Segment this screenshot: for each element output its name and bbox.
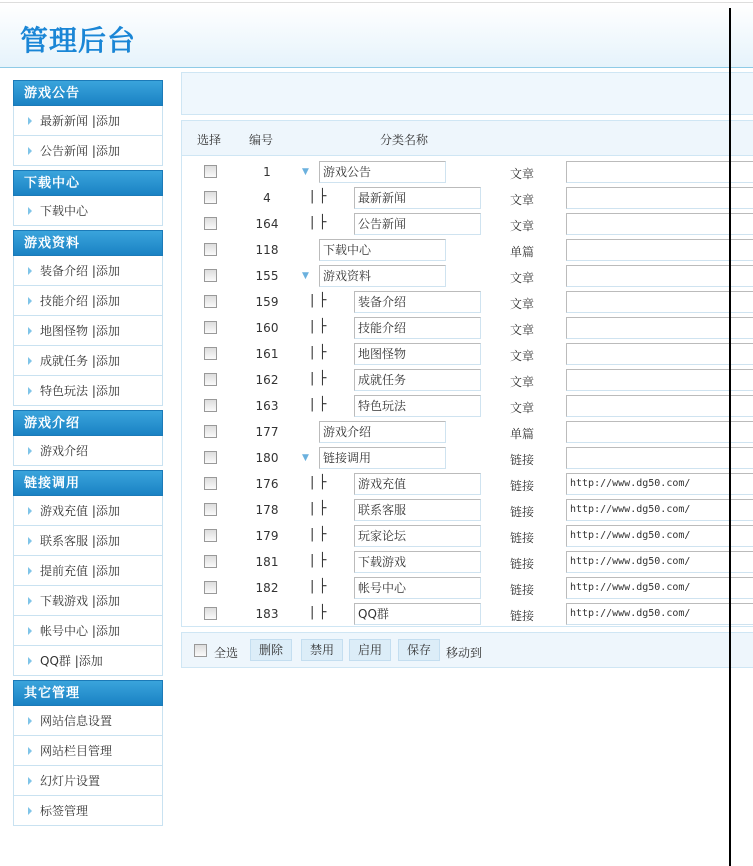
sidebar-item[interactable]: [13, 346, 163, 376]
sidebar-item[interactable]: [13, 646, 163, 676]
url-input[interactable]: http://www.dg50.com/: [566, 577, 753, 599]
row-id: 176: [255, 477, 279, 491]
tree-branch: | ├: [310, 189, 327, 204]
url-input[interactable]: [566, 239, 753, 261]
row-id: 178: [255, 503, 279, 517]
row-checkbox[interactable]: [204, 243, 217, 256]
name-input[interactable]: 游戏资料: [319, 265, 446, 287]
url-input[interactable]: http://www.dg50.com/: [566, 525, 753, 547]
header-name: 分类名称: [380, 133, 429, 147]
chevron-down-icon[interactable]: ▼: [302, 167, 309, 177]
row-type: 文章: [510, 193, 535, 207]
url-input[interactable]: [566, 265, 753, 287]
url-input[interactable]: [566, 213, 753, 235]
row-id: 162: [255, 373, 279, 387]
row-type: 文章: [510, 271, 535, 285]
sidebar-item[interactable]: [13, 286, 163, 316]
row-type: 链接: [510, 583, 535, 597]
url-input[interactable]: [566, 369, 753, 391]
sidebar-item[interactable]: [13, 766, 163, 796]
row-type: 链接: [510, 531, 535, 545]
url-input[interactable]: http://www.dg50.com/: [566, 551, 753, 573]
row-type: 文章: [510, 375, 535, 389]
sidebar-item-label: 装备介绍 |添加: [40, 264, 120, 278]
sidebar-item[interactable]: [13, 316, 163, 346]
row-type: 链接: [510, 609, 535, 623]
sidebar-item-label: 游戏介绍: [40, 444, 89, 458]
sidebar-item-label: 标签管理: [40, 804, 89, 818]
arrow-right-icon: [28, 567, 32, 575]
sidebar-item[interactable]: [13, 706, 163, 736]
sidebar-item-label: 技能介绍 |添加: [40, 294, 120, 308]
table-row: [182, 419, 753, 445]
sidebar-section: [13, 680, 163, 826]
row-checkbox[interactable]: [204, 399, 217, 412]
sidebar-item-label: 下载中心: [40, 204, 89, 218]
name-input[interactable]: 特色玩法: [354, 395, 481, 417]
sidebar-item[interactable]: [13, 196, 163, 226]
sidebar-item-label: 特色玩法 |添加: [40, 384, 120, 398]
header-select: 选择: [197, 133, 222, 147]
sidebar-item-label: 成就任务 |添加: [40, 354, 120, 368]
row-id: 155: [255, 269, 279, 283]
table-row: [182, 367, 753, 393]
name-input[interactable]: 下载中心: [319, 239, 446, 261]
sidebar-item[interactable]: [13, 616, 163, 646]
move-to-label[interactable]: 移动到: [446, 646, 483, 660]
name-input[interactable]: 地图怪物: [354, 343, 481, 365]
sidebar-item[interactable]: [13, 436, 163, 466]
arrow-right-icon: [28, 627, 32, 635]
sidebar-item-label: 最新新闻 |添加: [40, 114, 120, 128]
name-input[interactable]: QQ群: [354, 603, 481, 625]
arrow-right-icon: [28, 327, 32, 335]
sidebar-section-title[interactable]: 链接调用: [13, 470, 163, 496]
arrow-right-icon: [28, 777, 32, 785]
row-checkbox[interactable]: [204, 425, 217, 438]
arrow-right-icon: [28, 207, 32, 215]
row-checkbox[interactable]: [204, 217, 217, 230]
row-id: 4: [263, 191, 271, 205]
arrow-right-icon: [28, 147, 32, 155]
table-row: [182, 341, 753, 367]
sidebar-section: [13, 230, 163, 406]
tree-branch: | ├: [310, 397, 327, 412]
table-row: [182, 523, 753, 549]
sidebar: [13, 80, 163, 830]
sidebar-item[interactable]: [13, 256, 163, 286]
url-input[interactable]: [566, 317, 753, 339]
tree-branch: | ├: [310, 501, 327, 516]
table-row: [182, 159, 753, 185]
name-input[interactable]: 下载游戏: [354, 551, 481, 573]
arrow-right-icon: [28, 807, 32, 815]
sidebar-item-label: 帐号中心 |添加: [40, 624, 120, 638]
sidebar-item[interactable]: [13, 526, 163, 556]
name-input[interactable]: 游戏公告: [319, 161, 446, 183]
row-type: 文章: [510, 401, 535, 415]
arrow-right-icon: [28, 597, 32, 605]
select-all-checkbox[interactable]: [194, 644, 207, 657]
sidebar-item-label: 公告新闻 |添加: [40, 144, 120, 158]
row-checkbox[interactable]: [204, 607, 217, 620]
table-row: [182, 575, 753, 601]
table-row: [182, 185, 753, 211]
arrow-right-icon: [28, 537, 32, 545]
sidebar-item[interactable]: [13, 586, 163, 616]
table-header: [182, 121, 753, 156]
sidebar-item-label: 幻灯片设置: [40, 774, 101, 788]
row-checkbox[interactable]: [204, 477, 217, 490]
tree-branch: | ├: [310, 293, 327, 308]
table-row: [182, 263, 753, 289]
sidebar-item-label: 联系客服 |添加: [40, 534, 120, 548]
row-id: 183: [255, 607, 279, 621]
name-input[interactable]: 技能介绍: [354, 317, 481, 339]
name-input[interactable]: 帐号中心: [354, 577, 481, 599]
arrow-right-icon: [28, 357, 32, 365]
sidebar-item-label: 下载游戏 |添加: [40, 594, 120, 608]
arrow-right-icon: [28, 717, 32, 725]
row-id: 163: [255, 399, 279, 413]
url-input[interactable]: [566, 395, 753, 417]
enable-button[interactable]: 启用: [349, 639, 391, 661]
name-input[interactable]: 链接调用: [319, 447, 446, 469]
sidebar-section-title[interactable]: 下载中心: [13, 170, 163, 196]
row-checkbox[interactable]: [204, 373, 217, 386]
url-input[interactable]: [566, 291, 753, 313]
table-row: [182, 211, 753, 237]
arrow-right-icon: [28, 297, 32, 305]
name-input[interactable]: 装备介绍: [354, 291, 481, 313]
row-checkbox[interactable]: [204, 165, 217, 178]
toolbar-area: [181, 72, 753, 115]
row-type: 单篇: [510, 245, 535, 259]
tree-branch: | ├: [310, 345, 327, 360]
row-checkbox[interactable]: [204, 269, 217, 282]
sidebar-item-label: 地图怪物 |添加: [40, 324, 120, 338]
row-type: 文章: [510, 323, 535, 337]
row-id: 161: [255, 347, 279, 361]
row-id: 182: [255, 581, 279, 595]
row-type: 链接: [510, 479, 535, 493]
row-id: 179: [255, 529, 279, 543]
sidebar-section-title[interactable]: 游戏资料: [13, 230, 163, 256]
row-id: 1: [263, 165, 271, 179]
table-row: [182, 289, 753, 315]
name-input[interactable]: 成就任务: [354, 369, 481, 391]
row-id: 177: [255, 425, 279, 439]
sidebar-section-title[interactable]: 游戏介绍: [13, 410, 163, 436]
row-type: 链接: [510, 453, 535, 467]
save-button[interactable]: 保存: [398, 639, 440, 661]
sidebar-item-label: 游戏充值 |添加: [40, 504, 120, 518]
sidebar-section: [13, 470, 163, 676]
table-row: [182, 393, 753, 419]
sidebar-item[interactable]: [13, 376, 163, 406]
url-input[interactable]: http://www.dg50.com/: [566, 499, 753, 521]
row-id: 164: [255, 217, 279, 231]
tree-branch: | ├: [310, 319, 327, 334]
select-all-label: 全选: [214, 646, 239, 660]
table-row: [182, 445, 753, 471]
row-id: 159: [255, 295, 279, 309]
row-id: 181: [255, 555, 279, 569]
tree-branch: | ├: [310, 215, 327, 230]
chevron-down-icon[interactable]: ▼: [302, 453, 309, 463]
sidebar-item[interactable]: [13, 106, 163, 136]
row-checkbox[interactable]: [204, 321, 217, 334]
table-row: [182, 497, 753, 523]
name-input[interactable]: 联系客服: [354, 499, 481, 521]
sidebar-section-title[interactable]: 游戏公告: [13, 80, 163, 106]
page-title: 管理后台: [20, 24, 137, 57]
table-row: [182, 471, 753, 497]
tree-branch: | ├: [310, 527, 327, 542]
url-input[interactable]: [566, 187, 753, 209]
table-row: [182, 601, 753, 627]
name-input[interactable]: 游戏介绍: [319, 421, 446, 443]
sidebar-item[interactable]: [13, 796, 163, 826]
row-checkbox[interactable]: [204, 295, 217, 308]
table-row: [182, 315, 753, 341]
row-checkbox[interactable]: [204, 529, 217, 542]
tree-branch: | ├: [310, 475, 327, 490]
header: [0, 3, 753, 68]
url-input[interactable]: [566, 161, 753, 183]
row-type: 文章: [510, 297, 535, 311]
sidebar-item[interactable]: [13, 496, 163, 526]
name-input[interactable]: 玩家论坛: [354, 525, 481, 547]
sidebar-item[interactable]: [13, 136, 163, 166]
row-checkbox[interactable]: [204, 555, 217, 568]
category-table: [181, 120, 753, 627]
row-checkbox[interactable]: [204, 503, 217, 516]
name-input[interactable]: 公告新闻: [354, 213, 481, 235]
url-input[interactable]: [566, 421, 753, 443]
row-type: 链接: [510, 557, 535, 571]
row-id: 180: [255, 451, 279, 465]
chevron-down-icon[interactable]: ▼: [302, 271, 309, 281]
sidebar-item[interactable]: [13, 556, 163, 586]
table-row: [182, 549, 753, 575]
tree-branch: | ├: [310, 579, 327, 594]
tree-branch: | ├: [310, 605, 327, 620]
tree-branch: | ├: [310, 553, 327, 568]
row-type: 单篇: [510, 427, 535, 441]
url-input[interactable]: http://www.dg50.com/: [566, 603, 753, 625]
arrow-right-icon: [28, 747, 32, 755]
row-checkbox[interactable]: [204, 581, 217, 594]
table-row: [182, 237, 753, 263]
tree-branch: | ├: [310, 371, 327, 386]
sidebar-section: [13, 170, 163, 226]
row-checkbox[interactable]: [204, 191, 217, 204]
row-id: 160: [255, 321, 279, 335]
sidebar-section-title[interactable]: 其它管理: [13, 680, 163, 706]
header-id: 编号: [249, 133, 274, 147]
delete-button[interactable]: 删除: [250, 639, 292, 661]
arrow-right-icon: [28, 267, 32, 275]
arrow-right-icon: [28, 447, 32, 455]
table-footer: [181, 632, 753, 668]
row-checkbox[interactable]: [204, 451, 217, 464]
sidebar-item[interactable]: [13, 736, 163, 766]
sidebar-item-label: 提前充值 |添加: [40, 564, 120, 578]
sidebar-section: [13, 80, 163, 166]
row-type: 文章: [510, 167, 535, 181]
sidebar-section: [13, 410, 163, 466]
divider-line: [729, 8, 731, 866]
arrow-right-icon: [28, 387, 32, 395]
arrow-right-icon: [28, 657, 32, 665]
row-type: 链接: [510, 505, 535, 519]
row-id: 118: [255, 243, 279, 257]
url-input[interactable]: [566, 447, 753, 469]
disable-button[interactable]: 禁用: [301, 639, 343, 661]
row-type: 文章: [510, 349, 535, 363]
row-type: 文章: [510, 219, 535, 233]
sidebar-item-label: QQ群 |添加: [40, 654, 103, 668]
name-input[interactable]: 最新新闻: [354, 187, 481, 209]
name-input[interactable]: 游戏充值: [354, 473, 481, 495]
arrow-right-icon: [28, 117, 32, 125]
sidebar-item-label: 网站栏目管理: [40, 744, 113, 758]
url-input[interactable]: [566, 343, 753, 365]
sidebar-item-label: 网站信息设置: [40, 714, 113, 728]
url-input[interactable]: http://www.dg50.com/: [566, 473, 753, 495]
arrow-right-icon: [28, 507, 32, 515]
row-checkbox[interactable]: [204, 347, 217, 360]
